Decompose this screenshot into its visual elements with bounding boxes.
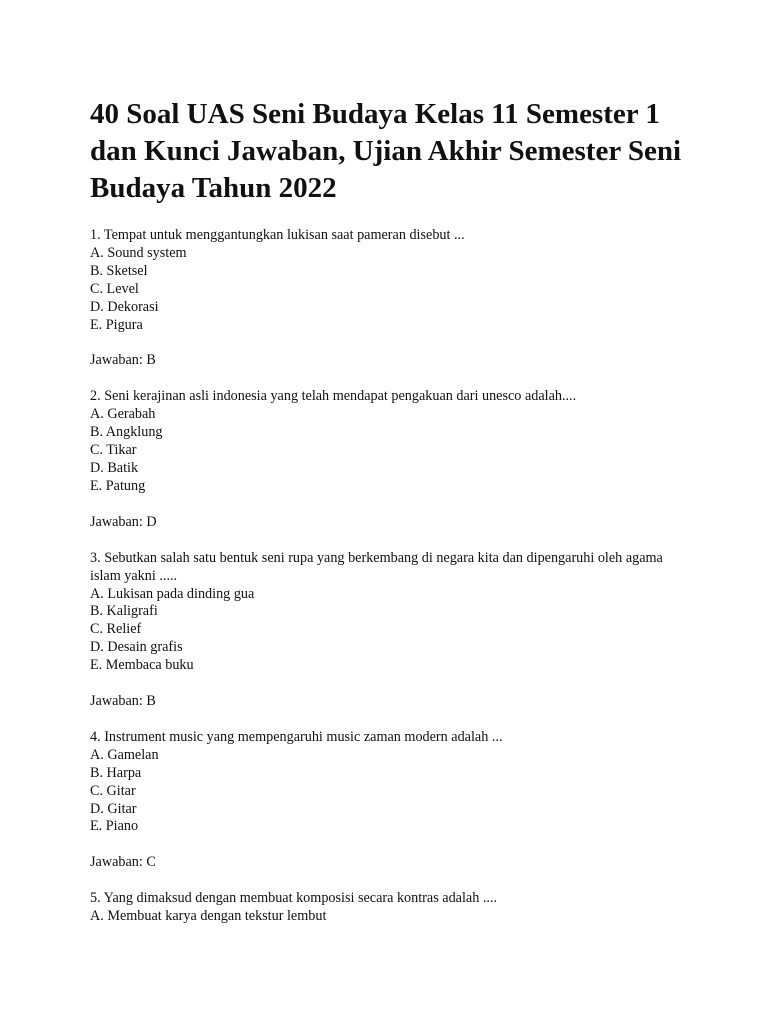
answer-option: B. Angklung xyxy=(90,424,163,441)
answer-option: C. Tikar xyxy=(90,442,137,459)
question-block xyxy=(90,890,690,926)
question-block xyxy=(90,388,690,531)
answer-key: Jawaban: B xyxy=(90,352,156,369)
answer-option: E. Pigura xyxy=(90,316,143,333)
answer-option: C. Relief xyxy=(90,621,142,638)
document-page xyxy=(90,96,690,926)
answer-option: A. Sound system xyxy=(90,244,187,261)
answer-option: D. Batik xyxy=(90,459,139,476)
question-block xyxy=(90,227,690,370)
question-text: 3. Sebutkan salah satu bentuk seni rupa yang berkembang di negara kita dan dipengaruhi oleh agama islam yakni ..... xyxy=(90,549,667,584)
question-block xyxy=(90,729,690,872)
answer-key: Jawaban: D xyxy=(90,513,157,530)
answer-option: B. Harpa xyxy=(90,764,142,781)
answer-option: E. Patung xyxy=(90,477,146,494)
answer-option: E. Piano xyxy=(90,818,139,835)
answer-option: D. Dekorasi xyxy=(90,298,159,315)
question-text: 1. Tempat untuk menggantungkan lukisan saat pameran disebut ... xyxy=(90,227,465,243)
answer-option: D. Desain grafis xyxy=(90,639,183,656)
answer-key: Jawaban: C xyxy=(90,854,156,871)
answer-key: Jawaban: B xyxy=(90,693,156,710)
question-text: 4. Instrument music yang mempengaruhi music zaman modern adalah ... xyxy=(90,728,503,745)
answer-option: B. Kaligrafi xyxy=(90,603,158,620)
document-title: 40 Soal UAS Seni Budaya Kelas 11 Semester 1 dan Kunci Jawaban, Ujian Akhir Semester Seni Budaya Tahun 2022 xyxy=(90,98,682,204)
answer-option: C. Level xyxy=(90,280,139,297)
question-text: 5. Yang dimaksud dengan membuat komposisi secara kontras adalah .... xyxy=(90,890,498,907)
answer-option: A. Gerabah xyxy=(90,406,156,423)
answer-option: B. Sketsel xyxy=(90,262,148,279)
answer-option: D. Gitar xyxy=(90,800,137,817)
question-block xyxy=(90,550,690,711)
answer-option: A. Gamelan xyxy=(90,746,159,763)
answer-option: A. Membuat karya dengan tekstur lembut xyxy=(90,908,327,925)
answer-option: C. Gitar xyxy=(90,782,136,799)
question-text: 2. Seni kerajinan asli indonesia yang telah mendapat pengakuan dari unesco adalah.... xyxy=(90,388,577,405)
answer-option: E. Membaca buku xyxy=(90,657,194,674)
answer-option: A. Lukisan pada dinding gua xyxy=(90,585,255,602)
